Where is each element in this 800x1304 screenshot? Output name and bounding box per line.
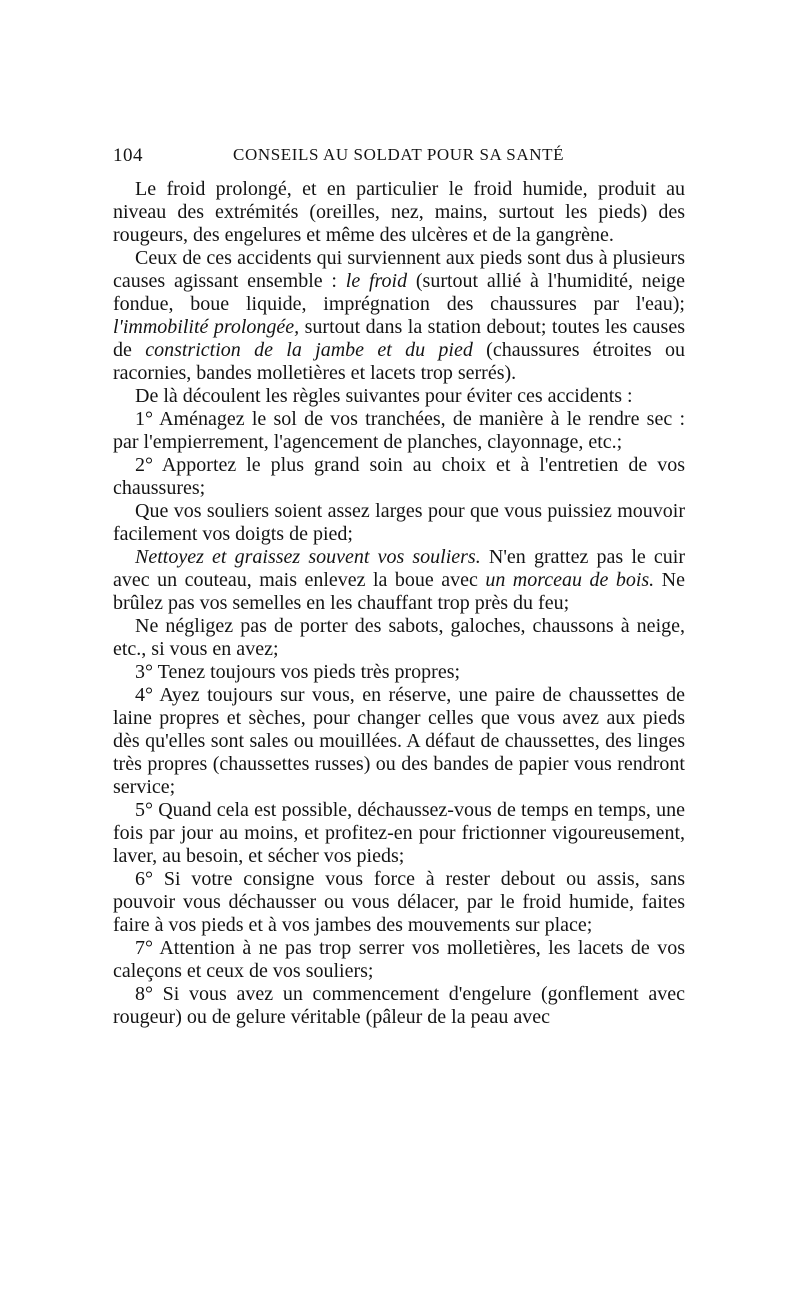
rule-5-remove-boots: 5° Quand cela est possible, déchaussez-vous de temps en temps, une fois par jour au moins, et profitez-en pour frictionner vigoureusement, laver, au besoin, et sécher vos pieds; <box>113 799 685 867</box>
paragraph-shoe-size: Que vos souliers soient assez larges pour que vous puissiez mouvoir facilement vos doigts de pied; <box>113 500 685 545</box>
running-head: CONSEILS AU SOLDAT POUR SA SANTÉ <box>233 145 565 164</box>
paragraph-foot-causes: Ceux de ces accidents qui surviennent aux pieds sont dus à plusieurs causes agissant ensemble : le froid (surtout allié à l'humidité, neige fondue, boue liquide, imprégnation des chaussures par l'eau); l'immobilité prolongée, surtout dans la station debout; toutes les causes de constriction de la jambe et du pied (chaussures étroites ou racornies, bandes molletières et lacets trop serrés). <box>113 247 686 384</box>
page-header <box>113 145 685 171</box>
rule-8-frostbite: 8° Si vous avez un commencement d'engelure (gonflement avec rougeur) ou de gelure véritable (pâleur de la peau avec <box>113 983 685 1028</box>
rule-7-laces: 7° Attention à ne pas trop serrer vos molletières, les lacets de vos caleçons et ceux de vos souliers; <box>113 937 685 982</box>
paragraph-clean-shoes: Nettoyez et graissez souvent vos souliers. N'en grattez pas le cuir avec un couteau, mais enlevez la boue avec un morceau de bois. Ne brûlez pas vos semelles en les chauffant trop près du feu; <box>113 546 685 614</box>
paragraph-cold-effects: Le froid prolongé, et en particulier le froid humide, produit au niveau des extrémités (oreilles, nez, mains, surtout les pieds) des rougeurs, des engelures et même des ulcères et de la gangrène. <box>113 178 685 246</box>
rule-2-footwear: 2° Apportez le plus grand soin au choix et à l'entretien de vos chaussures; <box>113 454 685 499</box>
rule-1-trenches: 1° Aménagez le sol de vos tranchées, de manière à le rendre sec : par l'empierrement, l'agencement de planches, clayonnage, etc.; <box>113 408 685 453</box>
page-number: 104 <box>113 145 143 166</box>
body-text <box>113 178 685 1029</box>
rule-4-spare-socks: 4° Ayez toujours sur vous, en réserve, une paire de chaussettes de laine propres et sèches, pour changer celles que vous avez aux pieds dès qu'elles sont sales ou mouillées. A défaut de chaussettes, des linges très propres (chaussettes russes) ou des bandes de papier vous rendront service; <box>113 684 685 798</box>
paragraph-rules-intro: De là découlent les règles suivantes pour éviter ces accidents : <box>135 385 633 407</box>
paragraph-clogs: Ne négligez pas de porter des sabots, galoches, chaussons à neige, etc., si vous en avez; <box>113 615 685 660</box>
rule-6-movements: 6° Si votre consigne vous force à rester debout ou assis, sans pouvoir vous déchausser ou vous délacer, par le froid humide, faites faire à vos pieds et à vos jambes des mouvements sur place; <box>113 868 685 936</box>
rule-3-clean-feet: 3° Tenez toujours vos pieds très propres; <box>135 661 461 683</box>
